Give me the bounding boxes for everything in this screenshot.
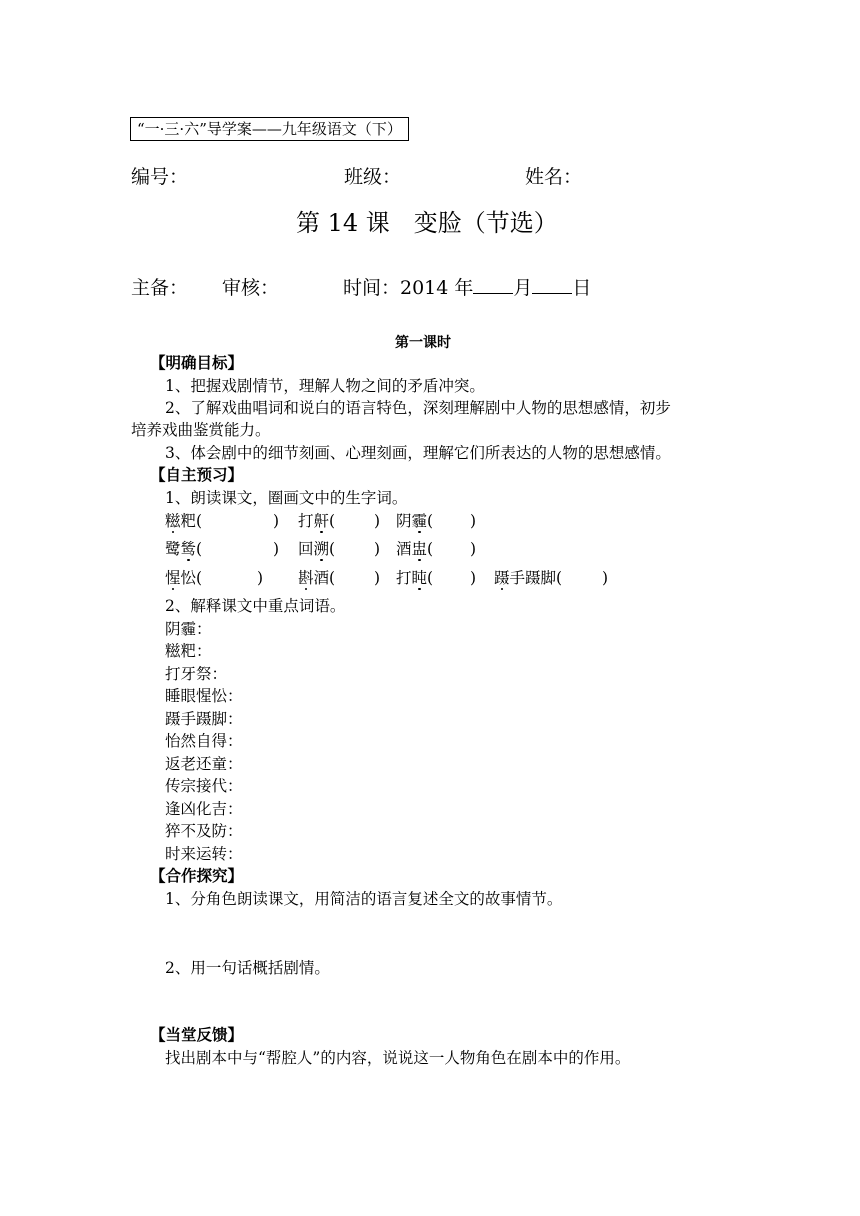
term-item: 打牙祭： xyxy=(165,665,228,683)
feedback-heading: 【当堂反馈】 xyxy=(150,1025,244,1044)
word-item: 打盹( xyxy=(396,569,434,587)
word-paren: ) xyxy=(273,540,280,558)
term-item: 逢凶化吉： xyxy=(165,800,243,818)
word-paren: ) xyxy=(374,512,381,530)
cooperate-q2: 2、用一句话概括剧情。 xyxy=(165,959,330,977)
term-item: 糍粑： xyxy=(165,642,212,660)
word-paren: ) xyxy=(470,512,477,530)
day-label: 日 xyxy=(572,277,592,299)
header-box: “一·三·六”导学案——九年级语文（下） xyxy=(130,117,409,141)
word-paren: ) xyxy=(257,569,264,587)
goal-item: 1、把握戏剧情节，理解人物之间的矛盾冲突。 xyxy=(165,377,485,395)
word-row xyxy=(165,510,685,532)
goal-item: 2、了解戏曲唱词和说白的语言特色，深刻理解剧中人物的思想感情，初步 xyxy=(165,399,671,417)
word-paren: ) xyxy=(470,569,477,587)
word-item: 蹑手蹑脚( xyxy=(494,569,563,587)
word-item: 鹭鸶( xyxy=(165,540,203,558)
word-item: 惺忪( xyxy=(165,569,203,587)
word-row xyxy=(165,538,685,560)
word-item: 酒盅( xyxy=(396,540,434,558)
word-item: 回溯( xyxy=(298,540,336,558)
preview-q1: 1、朗读课文，圈画文中的生字词。 xyxy=(165,489,408,507)
word-paren: ) xyxy=(470,540,477,558)
cooperate-q1: 1、分角色朗读课文，用简洁的语言复述全文的故事情节。 xyxy=(165,890,563,908)
term-item: 怡然自得： xyxy=(165,732,243,750)
word-item: 打鼾( xyxy=(298,512,336,530)
feedback-q1: 找出剧本中与“帮腔人”的内容，说说这一人物角色在剧本中的作用。 xyxy=(165,1049,631,1067)
time-line xyxy=(343,273,591,300)
review-label: 审核： xyxy=(222,277,280,299)
cooperate-heading: 【合作探究】 xyxy=(150,866,244,885)
word-item: 糍粑( xyxy=(165,512,203,530)
month-blank xyxy=(473,277,513,294)
prep-lead-label: 主备： xyxy=(131,277,189,299)
term-item: 猝不及防： xyxy=(165,822,243,840)
word-paren: ) xyxy=(374,540,381,558)
lesson-title: 第 14 课 变脸（节选） xyxy=(296,209,558,237)
period-title: 第一课时 xyxy=(395,335,451,351)
month-label: 月 xyxy=(513,277,533,299)
word-paren: ) xyxy=(602,569,609,587)
term-item: 睡眼惺忪： xyxy=(165,687,243,705)
goals-heading: 【明确目标】 xyxy=(150,353,244,372)
word-item: 阴霾( xyxy=(396,512,434,530)
preview-heading: 【自主预习】 xyxy=(150,465,244,484)
word-row xyxy=(165,567,685,589)
word-paren: ) xyxy=(374,569,381,587)
day-blank xyxy=(532,277,572,294)
term-item: 时来运转： xyxy=(165,845,243,863)
goal-item: 培养戏曲鉴赏能力。 xyxy=(131,421,271,439)
word-item: 斟酒( xyxy=(298,569,336,587)
term-item: 阴霾： xyxy=(165,620,212,638)
goal-item: 3、体会剧中的细节刻画、心理刻画，理解它们所表达的人物的思想感情。 xyxy=(165,444,671,462)
time-prefix: 时间：2014 年 xyxy=(343,277,474,299)
name-label: 姓名： xyxy=(525,166,583,188)
term-item: 传宗接代： xyxy=(165,777,243,795)
preview-q2: 2、解释课文中重点词语。 xyxy=(165,597,346,615)
number-label: 编号： xyxy=(131,166,189,188)
term-item: 返老还童： xyxy=(165,755,243,773)
class-label: 班级： xyxy=(344,166,402,188)
word-paren: ) xyxy=(273,512,280,530)
term-item: 蹑手蹑脚： xyxy=(165,710,243,728)
